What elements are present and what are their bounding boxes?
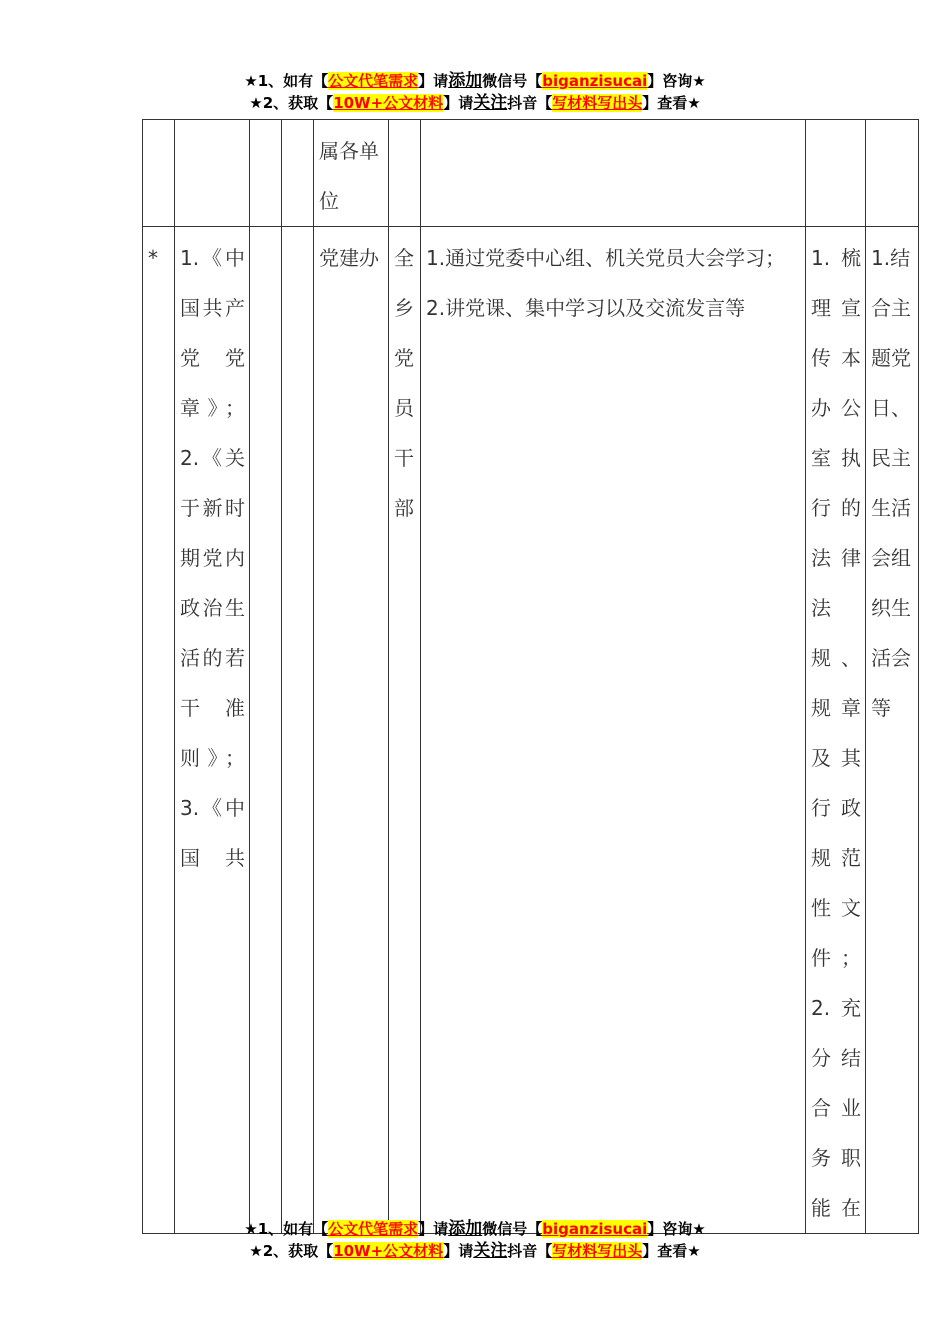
table-cell xyxy=(421,120,806,227)
banner-highlight: 写材料写出头 xyxy=(552,94,643,112)
table-cell xyxy=(389,227,421,1234)
study-content: 1.《中国共产党党章》；2.《关于新时期党内政治生活的若干准则》；3.《中国共 xyxy=(180,246,245,870)
banner-text: ★1、如有【 xyxy=(244,72,329,90)
document-table xyxy=(142,119,919,1234)
banner-text: ★2、获取【 xyxy=(249,94,334,112)
table-cell xyxy=(314,120,389,227)
banner-highlight: 写材料写出头 xyxy=(552,1242,643,1260)
banner-highlight: 10W+公文材料 xyxy=(333,1242,444,1260)
table-cell xyxy=(250,227,282,1234)
banner-text: 】咨询★ xyxy=(647,1220,706,1238)
banner-text: 】请 xyxy=(418,72,449,90)
banner-text: ★2、获取【 xyxy=(249,1242,334,1260)
banner-highlight: 公文代笔需求 xyxy=(328,1220,419,1238)
banner-text: 】查看★ xyxy=(642,1242,701,1260)
header-unit-label: 属各单位 xyxy=(319,139,379,213)
banner-underline: 添加 xyxy=(448,1219,483,1239)
table-cell xyxy=(250,120,282,227)
banner-text: 抖音【 xyxy=(507,94,553,112)
banner-line-2 xyxy=(0,92,950,114)
banner-text: 】请 xyxy=(418,1220,449,1238)
table-header-row xyxy=(143,120,919,227)
table-cell xyxy=(866,227,919,1234)
table-cell xyxy=(143,120,175,227)
banner-text: ★1、如有【 xyxy=(244,1220,329,1238)
banner-text: 】查看★ xyxy=(642,94,701,112)
banner-highlight: biganzisucai xyxy=(542,1220,648,1238)
header-banner xyxy=(0,70,950,114)
table-cell xyxy=(143,227,175,1234)
banner-text: 微信号【 xyxy=(482,72,543,90)
table-cell xyxy=(806,120,866,227)
table-cell xyxy=(421,227,806,1234)
row-marker: * xyxy=(148,246,158,270)
banner-line-1 xyxy=(0,1218,950,1240)
table-cell xyxy=(806,227,866,1234)
banner-text: 】请 xyxy=(443,94,474,112)
footer-banner xyxy=(0,1218,950,1262)
banner-highlight: 公文代笔需求 xyxy=(328,72,419,90)
banner-text: 抖音【 xyxy=(507,1242,553,1260)
table-row xyxy=(143,227,919,1234)
banner-underline: 添加 xyxy=(448,71,483,91)
banner-text: 】请 xyxy=(443,1242,474,1260)
empty-cell xyxy=(282,227,313,233)
table-cell xyxy=(175,227,250,1234)
publicity-content: 1.梳理宣传本办公室执行的法律法规、规章及其行政规范性文件；2.充分结合业务职能在 xyxy=(811,246,861,1220)
banner-text: 】咨询★ xyxy=(647,72,706,90)
study-method: 1.通过党委中心组、机关党员大会学习；2.讲党课、集中学习以及交流发言等 xyxy=(426,246,786,320)
banner-highlight: biganzisucai xyxy=(542,72,648,90)
table-cell xyxy=(389,120,421,227)
table-cell xyxy=(175,120,250,227)
banner-text: 微信号【 xyxy=(482,1220,543,1238)
table-cell xyxy=(282,227,314,1234)
table-cell xyxy=(866,120,919,227)
responsible-unit: 党建办 xyxy=(319,246,379,270)
empty-cell xyxy=(250,227,281,233)
target-audience: 全乡党员干部 xyxy=(394,246,414,520)
table-cell xyxy=(314,227,389,1234)
banner-underline: 关注 xyxy=(473,93,508,113)
table-cell xyxy=(282,120,314,227)
banner-line-1 xyxy=(0,70,950,92)
implementation-approach: 1.结合主题党日、民主生活会组织生活会等 xyxy=(871,246,911,720)
banner-underline: 关注 xyxy=(473,1241,508,1261)
banner-line-2 xyxy=(0,1240,950,1262)
banner-highlight: 10W+公文材料 xyxy=(333,94,444,112)
